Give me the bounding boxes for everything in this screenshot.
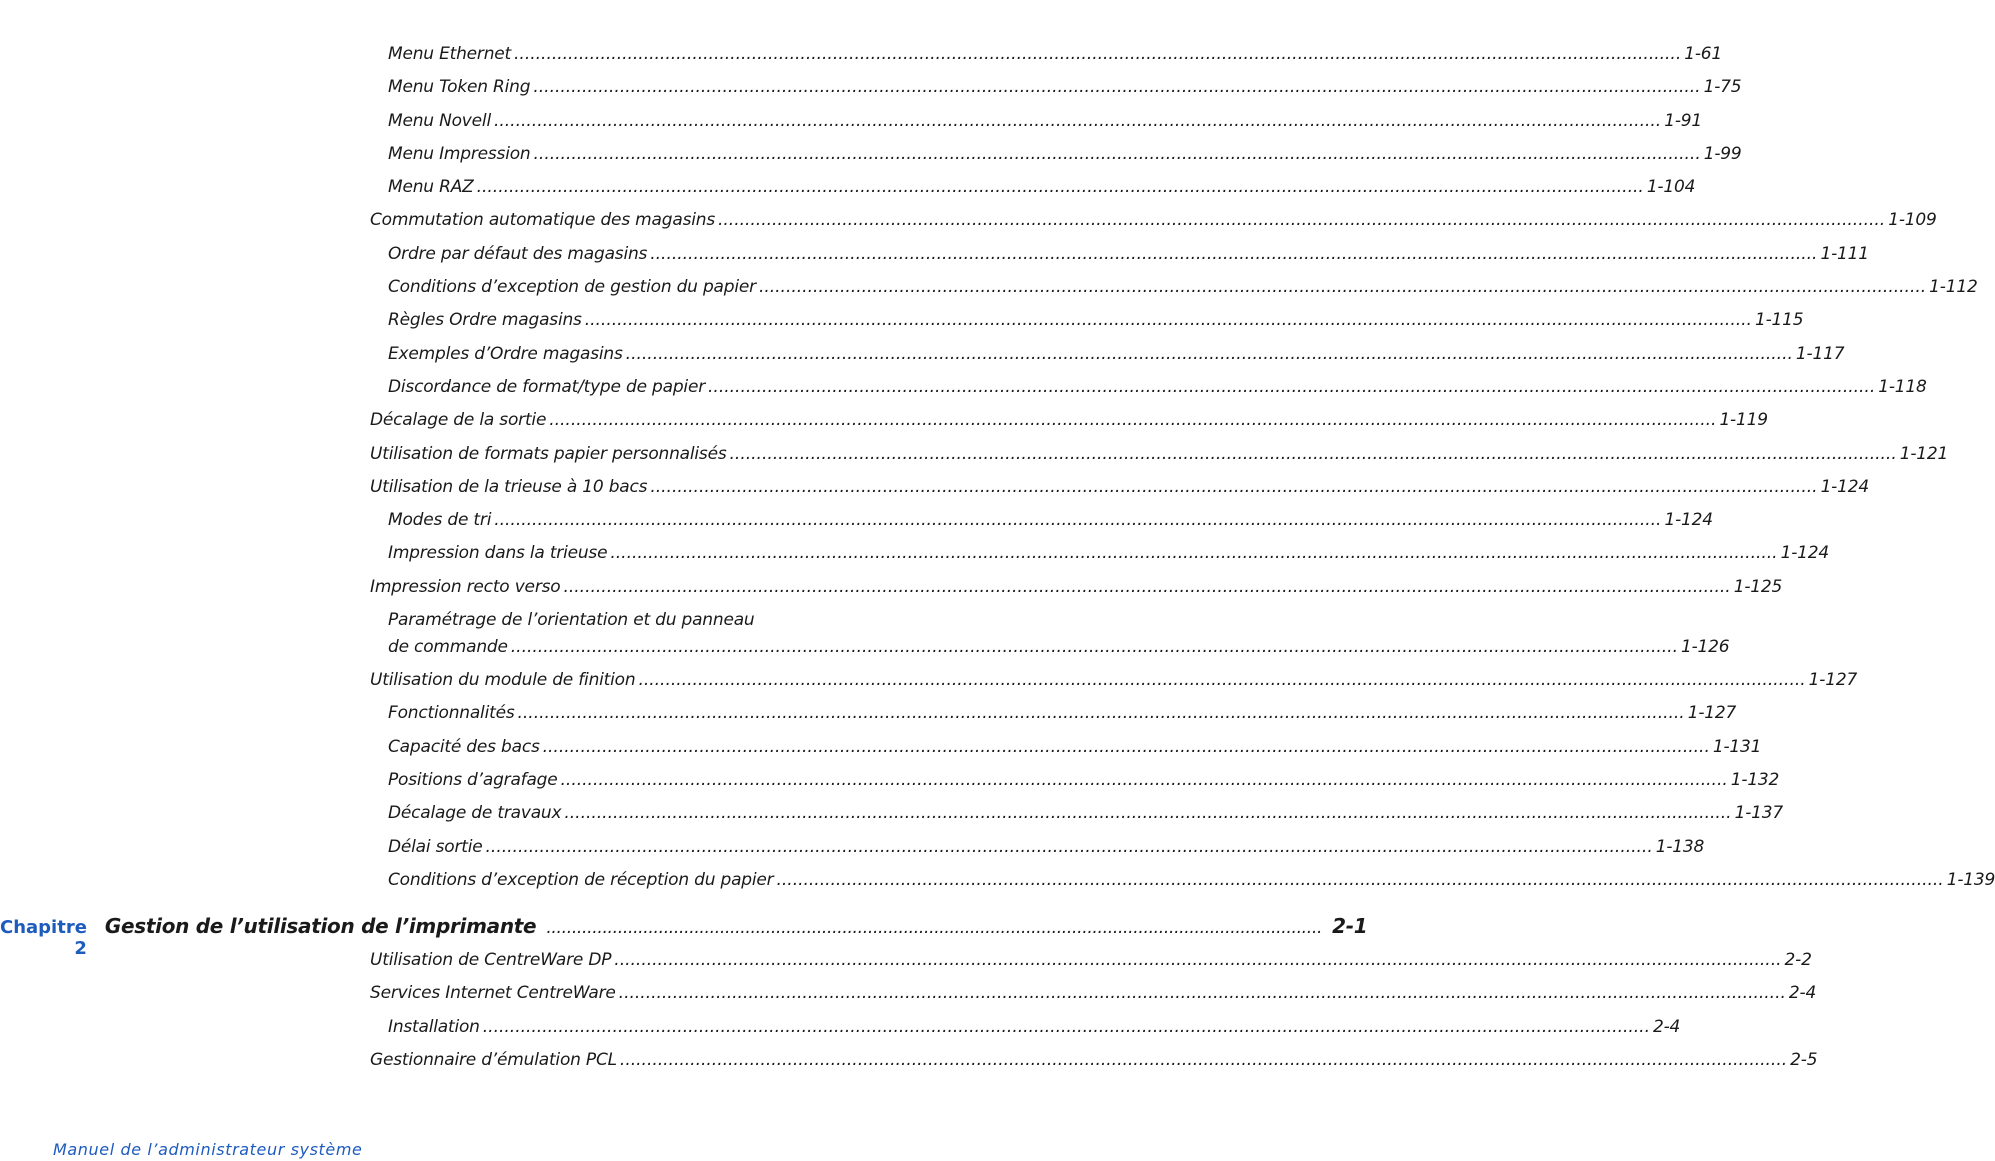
toc-entry-page: 1-118 [1878, 376, 1927, 397]
dot-leader [638, 670, 1805, 690]
toc-entry-page: 1-124 [1664, 510, 1713, 531]
dot-leader [708, 377, 1875, 397]
toc-entry-title: Capacité des bacs [388, 736, 540, 757]
toc-entry-title: Ordre par défaut des magasins [388, 243, 648, 264]
toc-entry[interactable] [370, 703, 1737, 736]
toc-entry-title: Utilisation du module de finition [370, 670, 636, 691]
toc-entry-title: Discordance de format/type de papier [388, 376, 706, 397]
toc-entry-title: Utilisation de la trieuse à 10 bacs [370, 476, 648, 497]
toc-entry-title: Utilisation de CentreWare DP [370, 950, 612, 970]
toc-entry[interactable] [370, 110, 1702, 144]
toc-entry-title: Conditions d’exception de réception du papier [388, 869, 774, 890]
toc-entry[interactable] [370, 277, 1978, 310]
toc-entry[interactable] [370, 736, 1762, 770]
toc-entry-page: 1-91 [1664, 110, 1702, 131]
toc-entry-page: 1-126 [1681, 637, 1730, 658]
dot-leader [585, 310, 1752, 330]
toc-entry[interactable] [370, 210, 1937, 243]
toc-entry-continuation [388, 637, 1730, 664]
toc-entry-page: 1-121 [1899, 443, 1949, 464]
chapter-title: Gestion de l’utilisation de l’imprimante [104, 914, 537, 938]
dot-leader [650, 244, 1817, 264]
chapter-heading[interactable] [0, 914, 1368, 959]
toc-entry[interactable] [370, 143, 1742, 177]
dot-leader [514, 44, 1681, 64]
toc-entry-page: 1-124 [1820, 476, 1869, 497]
toc-entry-title: Menu Impression [388, 143, 531, 164]
toc-section-chapter-1 [370, 44, 1995, 903]
toc-entry-page: 1-61 [1684, 44, 1723, 64]
toc-entry[interactable] [370, 77, 1742, 110]
dot-leader [546, 918, 1322, 938]
toc-entry-title: Services Internet CentreWare [370, 983, 616, 1004]
toc-entry-title: Exemples d’Ordre magasins [388, 343, 623, 364]
dot-leader [776, 870, 1943, 890]
dot-leader [561, 770, 1728, 790]
dot-leader [534, 144, 1701, 164]
dot-leader [543, 737, 1710, 757]
dot-leader [730, 444, 1897, 464]
toc-entry[interactable] [370, 543, 1829, 576]
dot-leader [511, 637, 1678, 657]
toc-entry[interactable] [370, 836, 1705, 870]
toc-entry[interactable] [370, 44, 1723, 77]
dot-leader [610, 543, 1777, 563]
toc-entry-page: 1-111 [1820, 243, 1869, 264]
toc-entry[interactable] [370, 1016, 1681, 1050]
toc-entry-title: Menu RAZ [388, 177, 474, 198]
toc-entry[interactable] [370, 343, 1845, 377]
toc-entry-page: 1-112 [1929, 277, 1978, 298]
toc-entry-page: 2-4 [1653, 1016, 1681, 1037]
toc-entry[interactable] [370, 410, 1768, 443]
toc-entry-title: Modes de tri [388, 510, 492, 531]
dot-leader [494, 111, 1661, 131]
toc-entry-page: 1-104 [1646, 177, 1696, 198]
toc-entry-page: 1-137 [1734, 803, 1783, 824]
toc-entry-title: Impression dans la trieuse [388, 543, 608, 564]
toc-entry-page: 2-5 [1790, 1049, 1818, 1070]
toc-entry-page: 1-138 [1655, 836, 1705, 857]
toc-entry-page: 1-124 [1780, 543, 1829, 564]
toc-entry-title: Décalage de la sortie [370, 410, 547, 431]
toc-entry[interactable] [370, 243, 1869, 277]
toc-entry-title: Installation [388, 1016, 480, 1037]
footer-manual-title: Manuel de l’administrateur système [53, 1140, 363, 1159]
toc-entry-title: Règles Ordre magasins [388, 310, 582, 331]
toc-entry-title: Utilisation de formats papier personnalisés [370, 443, 727, 464]
toc-entry[interactable] [370, 476, 1869, 510]
toc-entry[interactable] [370, 803, 1783, 836]
toc-entry-page: 1-125 [1733, 576, 1783, 597]
toc-entry-page: 1-115 [1754, 310, 1804, 331]
chapter-page: 2-1 [1332, 914, 1368, 938]
toc-entry[interactable] [370, 177, 1696, 210]
toc-entry-page: 1-131 [1712, 736, 1762, 757]
toc-entry-page: 1-132 [1730, 769, 1780, 790]
dot-leader [549, 410, 1716, 430]
dot-leader [759, 277, 1926, 297]
toc-section-chapter-2 [370, 950, 1818, 1083]
dot-leader [533, 77, 1700, 97]
toc-entry-title: Menu Token Ring [388, 77, 531, 98]
toc-entry-title-continued: de commande [388, 637, 508, 658]
dot-leader [477, 177, 1644, 197]
toc-entry[interactable] [370, 510, 1713, 543]
dot-leader [718, 210, 1885, 230]
dot-leader [483, 1017, 1650, 1037]
toc-entry-page: 1-127 [1808, 670, 1858, 691]
toc-entry[interactable] [370, 950, 1812, 983]
dot-leader [564, 803, 1731, 823]
toc-entry-page: 1-117 [1795, 343, 1845, 364]
toc-entry[interactable] [370, 610, 1730, 670]
toc-entry[interactable] [370, 310, 1804, 343]
dot-leader [619, 983, 1786, 1003]
chapter-label: Chapitre 2 [0, 917, 87, 959]
toc-entry-page: 2-2 [1784, 950, 1812, 970]
dot-leader [620, 1050, 1787, 1070]
toc-entry-page: 1-119 [1719, 410, 1768, 431]
dot-leader [626, 344, 1793, 364]
toc-entry-title: Paramétrage de l’orientation et du panneau [388, 610, 755, 631]
toc-entry-page: 1-109 [1888, 210, 1937, 231]
toc-entry[interactable] [370, 670, 1858, 703]
toc-entry[interactable] [370, 443, 1949, 477]
chapter-title-line [105, 914, 1367, 938]
toc-entry-page: 1-127 [1687, 703, 1737, 724]
dot-leader [614, 950, 1781, 970]
toc-entry-title: Commutation automatique des magasins [370, 210, 715, 231]
toc-entry-page: 1-99 [1703, 143, 1742, 164]
toc-entry-title: Délai sortie [388, 836, 483, 857]
toc-entry-page: 1-75 [1703, 77, 1742, 98]
toc-entry-title: Fonctionnalités [388, 703, 515, 724]
toc-entry[interactable] [370, 576, 1783, 610]
toc-entry-page: 2-4 [1788, 983, 1817, 1004]
toc-entry[interactable] [370, 1049, 1818, 1083]
toc-entry-title: Menu Ethernet [388, 44, 512, 64]
dot-leader [494, 510, 1661, 530]
dot-leader [486, 837, 1653, 857]
toc-entry[interactable] [370, 769, 1780, 803]
dot-leader [650, 477, 1817, 497]
toc-entry-title: Conditions d’exception de gestion du papier [388, 277, 756, 298]
toc-entry[interactable] [370, 869, 1995, 903]
dot-leader [563, 577, 1730, 597]
dot-leader [517, 703, 1684, 723]
toc-entry-title: Gestionnaire d’émulation PCL [370, 1049, 617, 1070]
toc-entry[interactable] [370, 983, 1817, 1016]
toc-entry-title: Positions d’agrafage [388, 769, 558, 790]
toc-entry-title: Impression recto verso [370, 576, 561, 597]
toc-entry-title: Décalage de travaux [388, 803, 562, 824]
toc-entry-title: Menu Novell [388, 110, 491, 131]
toc-entry-page: 1-139 [1946, 869, 1995, 890]
toc-entry[interactable] [370, 376, 1927, 410]
